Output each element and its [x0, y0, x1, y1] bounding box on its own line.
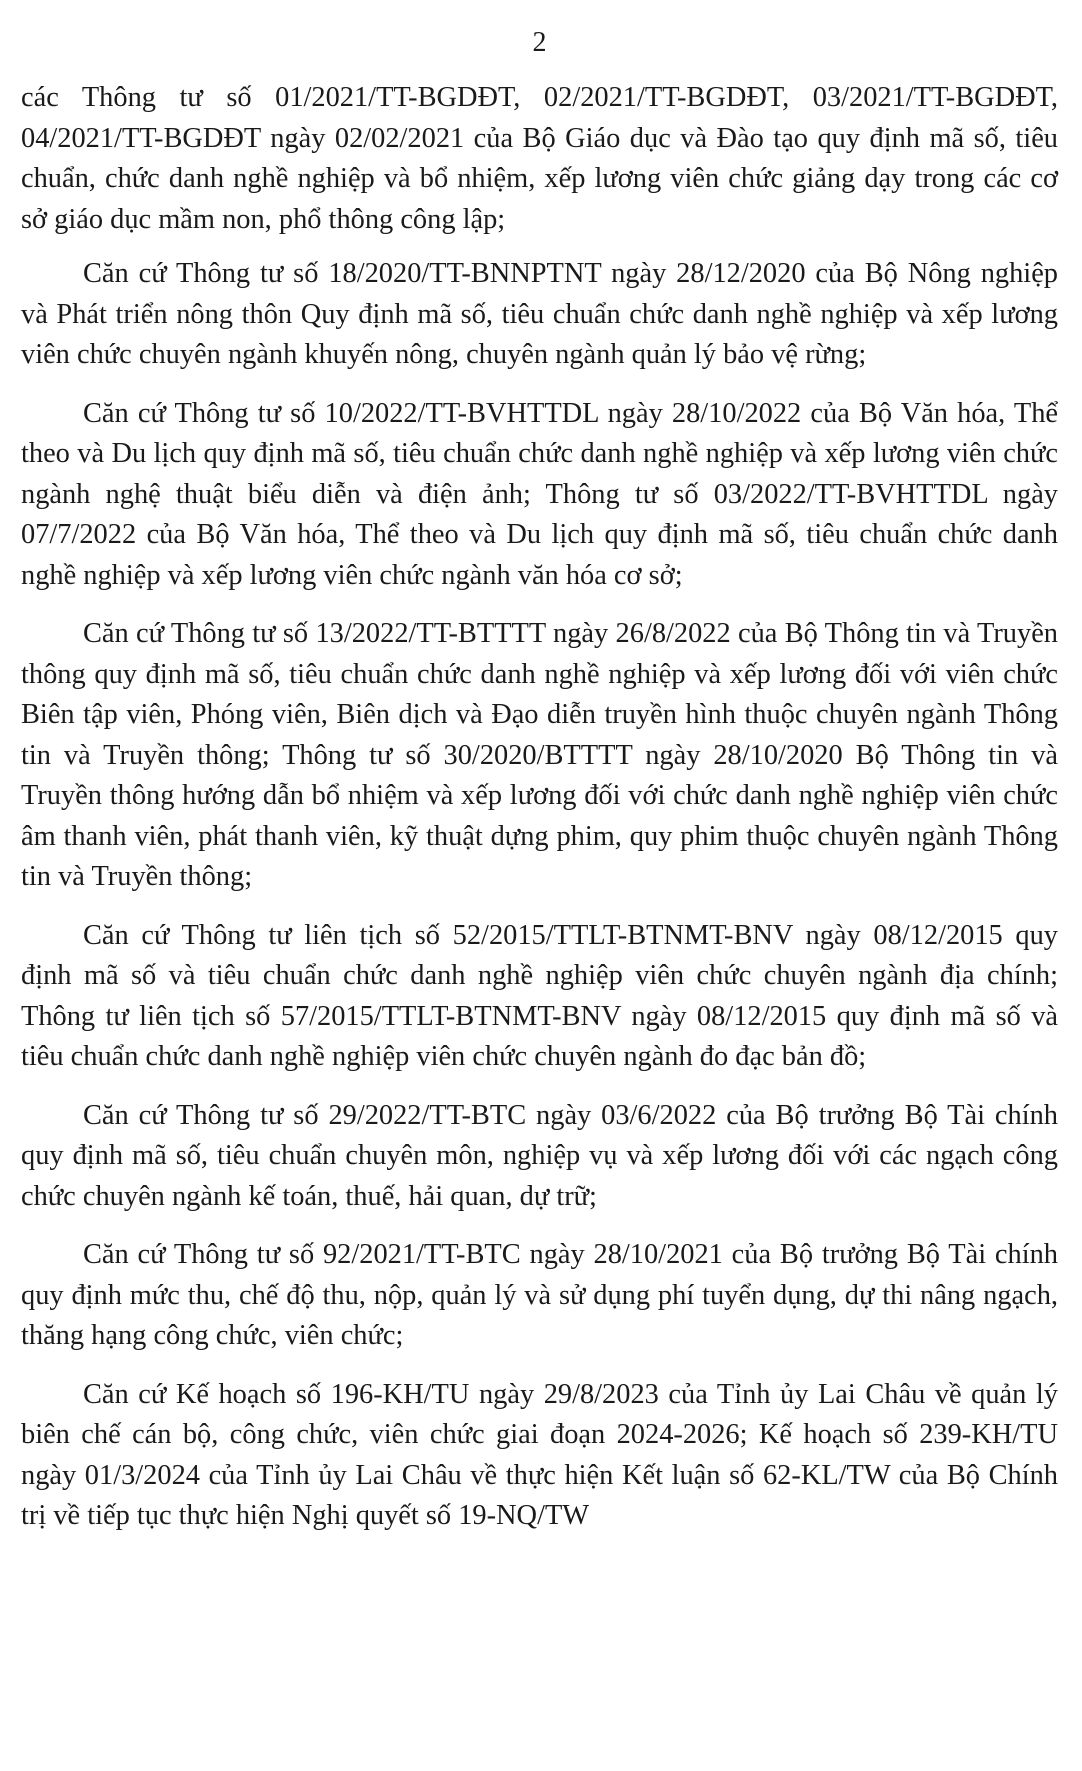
paragraph-thong-tu-13-2022: Căn cứ Thông tư số 13/2022/TT-BTTTT ngày 26/8/2022 của Bộ Thông tin và Truyền thông quy định mã số, tiêu chuẩn chức danh nghề nghiệp và xếp lương đối với viên chức Biên tập viên, Phóng viên, Biên dịch và Đạo diễn truyền hình thuộc chuyên ngành Thông tin và Truyền thông; Thông tư số 30/2020/BTTTT ngày 28/10/2020 Bộ Thông tin và Truyền thông hướng dẫn bổ nhiệm và xếp lương đối với chức danh nghề nghiệp viên chức âm thanh viên, phát thanh viên, kỹ thuật dựng phim, quy phim thuộc chuyên ngành Thông tin và Truyền thông;: [21, 618, 1058, 892]
paragraph-thong-tu-18-2020: Căn cứ Thông tư số 18/2020/TT-BNNPTNT ngày 28/12/2020 của Bộ Nông nghiệp và Phát triển nông thôn Quy định mã số, tiêu chuẩn chức danh nghề nghiệp và xếp lương viên chức chuyên ngành khuyến nông, chuyên ngành quản lý bảo vệ rừng;: [21, 258, 1058, 370]
paragraph-ke-hoach-196: Căn cứ Kế hoạch số 196-KH/TU ngày 29/8/2023 của Tỉnh ủy Lai Châu về quản lý biên chế cán bộ, công chức, viên chức giai đoạn 2024-2026; Kế hoạch số 239-KH/TU ngày 01/3/2024 của Tỉnh ủy Lai Châu về thực hiện Kết luận số 62-KL/TW của Bộ Chính trị về tiếp tục thực hiện Nghị quyết số 19-NQ/TW: [21, 1378, 1058, 1531]
page-number: 2: [532, 27, 547, 58]
paragraph-continuation: các Thông tư số 01/2021/TT-BGDĐT, 02/2021/TT-BGDĐT, 03/2021/TT-BGDĐT, 04/2021/TT-BGDĐT ngày 02/02/2021 của Bộ Giáo dục và Đào tạo quy định mã số, tiêu chuẩn, chức danh nghề nghiệp và bổ nhiệm, xếp lương viên chức giảng dạy trong các cơ sở giáo dục mầm non, phổ thông công lập;: [21, 82, 1058, 235]
paragraph-thong-tu-10-2022: Căn cứ Thông tư số 10/2022/TT-BVHTTDL ngày 28/10/2022 của Bộ Văn hóa, Thể theo và Du lịch quy định mã số, tiêu chuẩn chức danh nghề nghiệp và xếp lương viên chức ngành nghệ thuật biểu diễn và điện ảnh; Thông tư số 03/2022/TT-BVHTTDL ngày 07/7/2022 của Bộ Văn hóa, Thể theo và Du lịch quy định mã số, tiêu chuẩn chức danh nghề nghiệp và xếp lương viên chức ngành văn hóa cơ sở;: [21, 397, 1058, 591]
paragraph-thong-tu-29-2022: Căn cứ Thông tư số 29/2022/TT-BTC ngày 03/6/2022 của Bộ trưởng Bộ Tài chính quy định mã số, tiêu chuẩn chuyên môn, nghiệp vụ và xếp lương đối với các ngạch công chức chuyên ngành kế toán, thuế, hải quan, dự trữ;: [21, 1099, 1058, 1212]
paragraph-thong-tu-92-2021: Căn cứ Thông tư số 92/2021/TT-BTC ngày 28/10/2021 của Bộ trưởng Bộ Tài chính quy định mức thu, chế độ thu, nộp, quản lý và sử dụng phí tuyển dụng, dự thi nâng ngạch, thăng hạng công chức, viên chức;: [21, 1239, 1058, 1351]
paragraph-thong-tu-lien-tich-52-2015: Căn cứ Thông tư liên tịch số 52/2015/TTLT-BTNMT-BNV ngày 08/12/2015 quy định mã số và tiêu chuẩn chức danh nghề nghiệp viên chức chuyên ngành địa chính; Thông tư liên tịch số 57/2015/TTLT-BTNMT-BNV ngày 08/12/2015 quy định mã số và tiêu chuẩn chức danh nghề nghiệp viên chức chuyên ngành đo đạc bản đồ;: [21, 919, 1058, 1072]
